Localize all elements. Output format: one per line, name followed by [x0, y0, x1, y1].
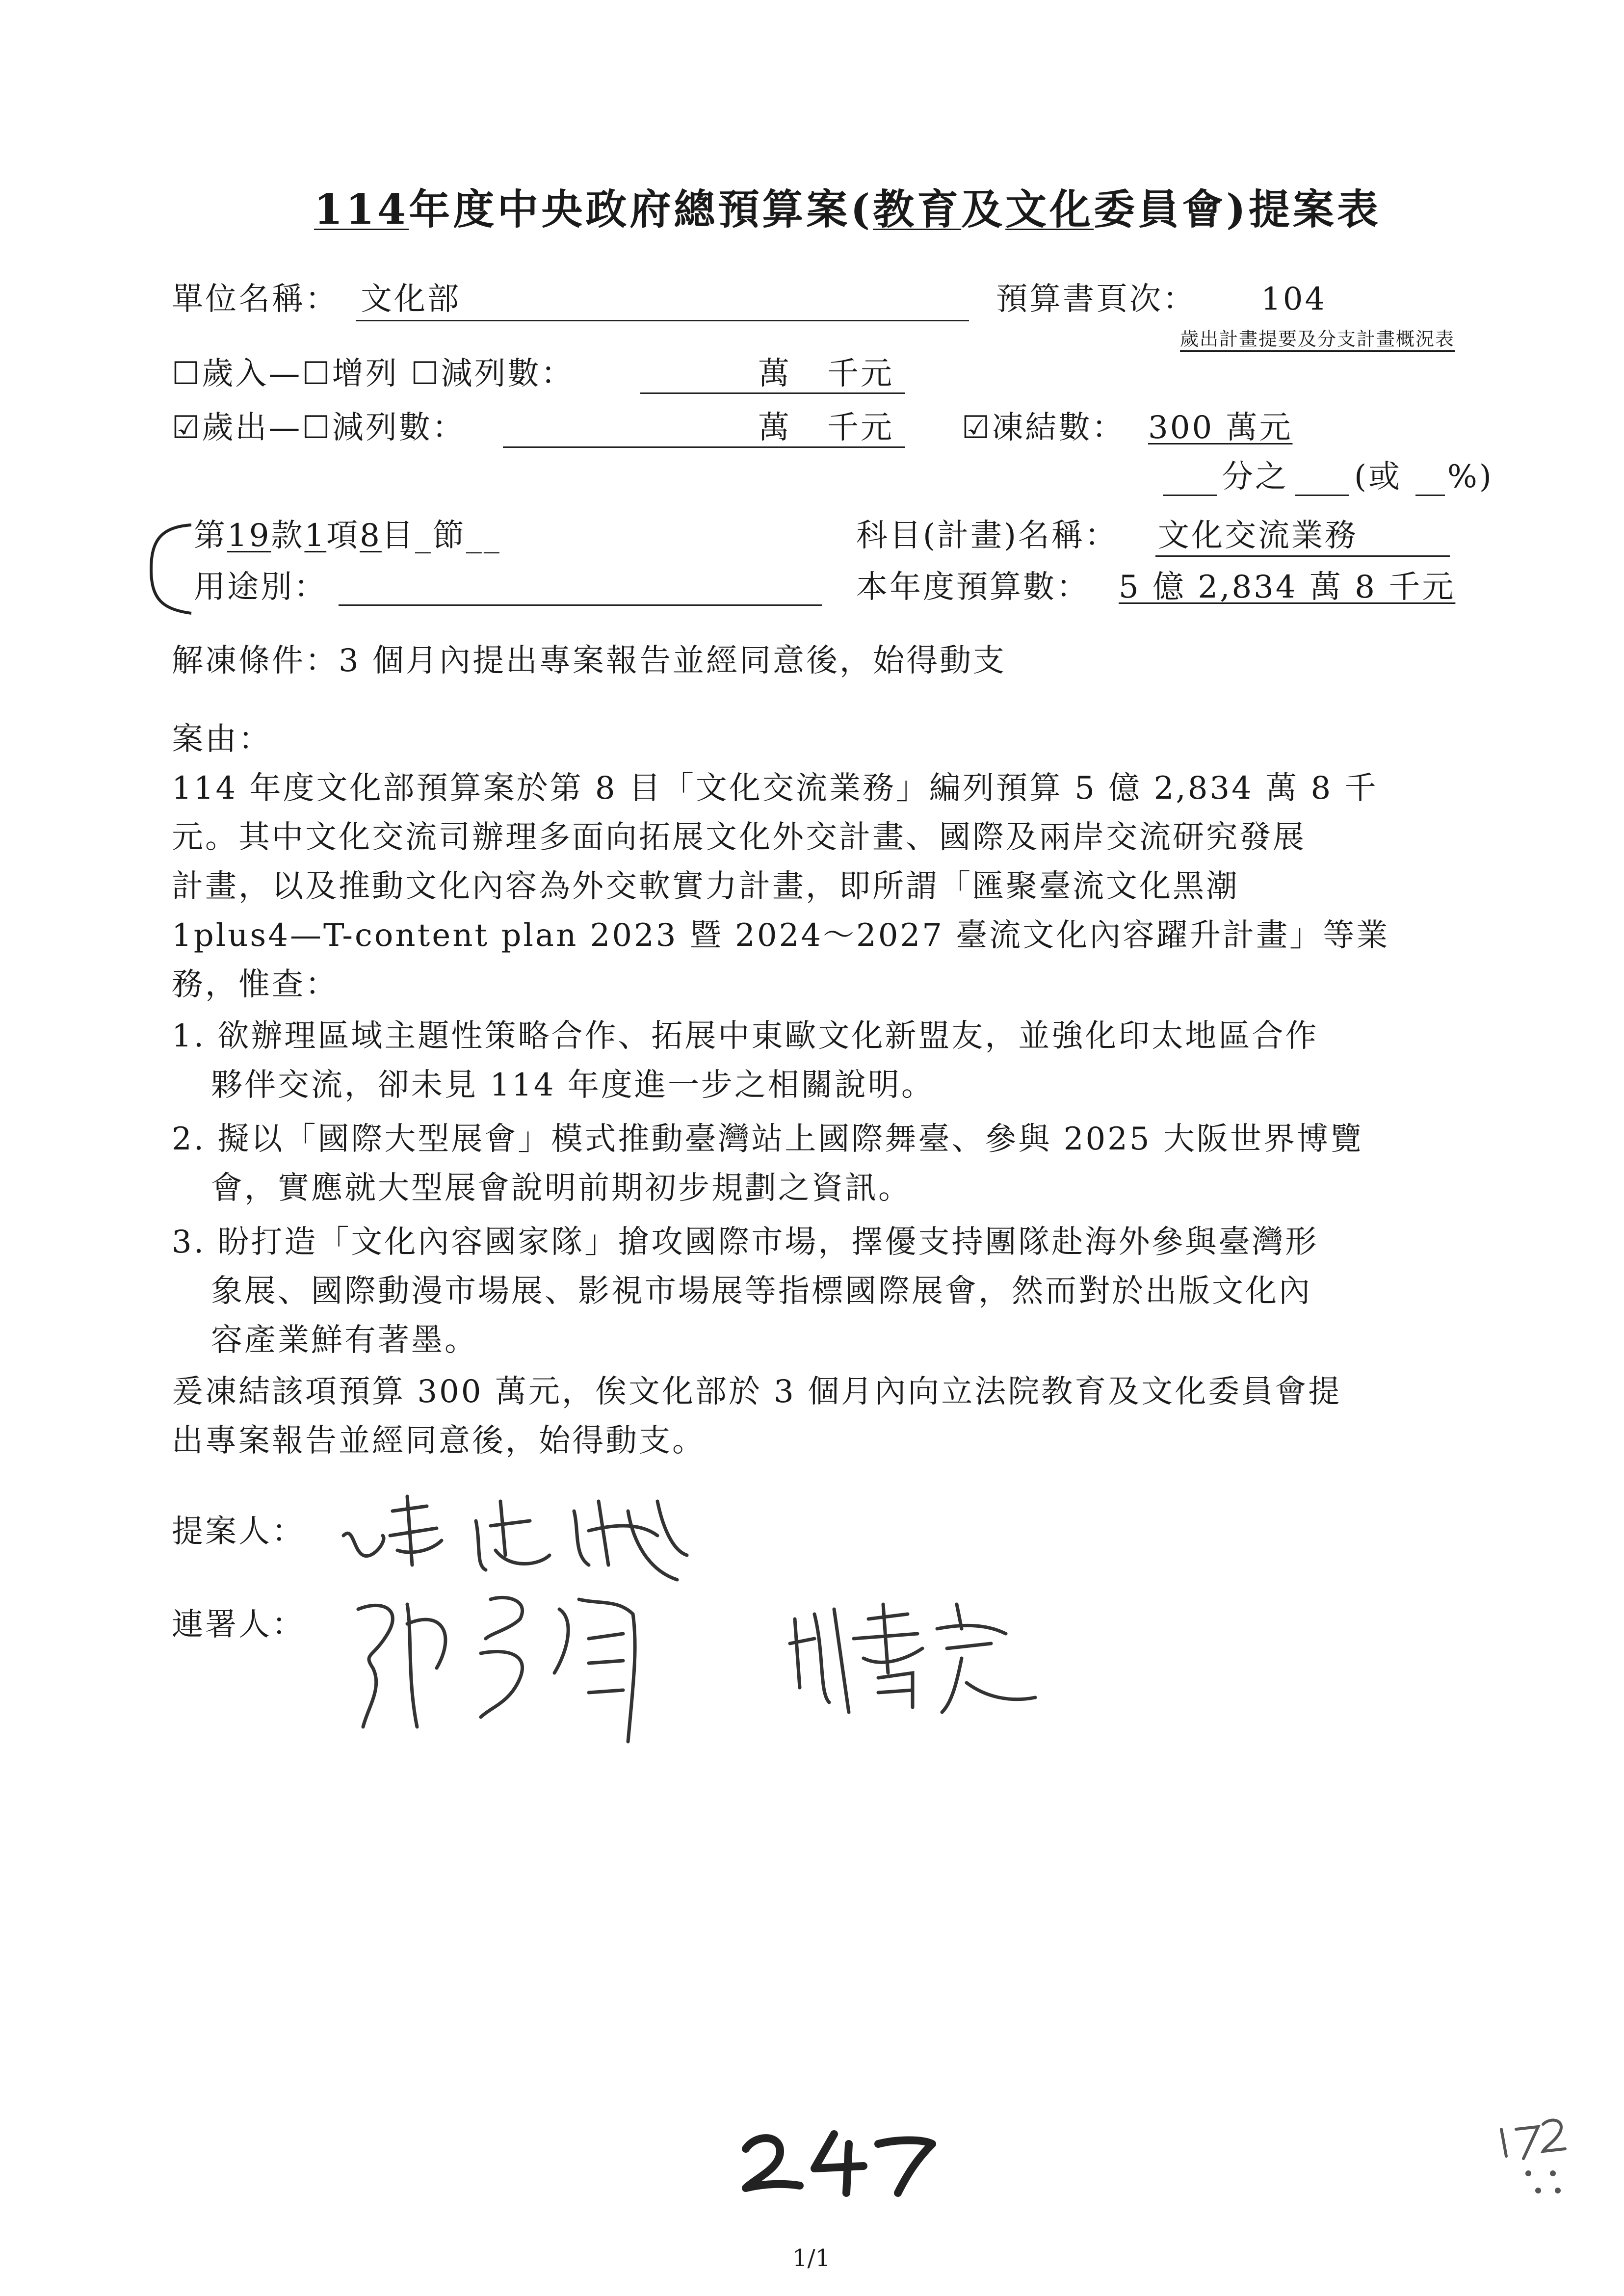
- page-number: 1/1: [792, 2244, 831, 2272]
- unit-label: 單位名稱：: [172, 281, 339, 317]
- use-underline: [339, 604, 822, 606]
- page-note: 歲出計畫提要及分支計畫概況表: [1180, 328, 1455, 350]
- reason-label: 案由：: [172, 721, 272, 757]
- ratio-blank-2: [1295, 495, 1349, 496]
- ratio-fraction-label: 分之: [1222, 459, 1288, 495]
- reason-line: 務，惟查：: [172, 966, 339, 1003]
- cosigner-label: 連署人：: [172, 1607, 305, 1643]
- page-title: [314, 177, 1381, 236]
- title-committee-join: 及: [961, 185, 1006, 234]
- bracket-mark: [142, 520, 201, 618]
- title-part: 年度中央政府總預算案(: [409, 185, 873, 234]
- point-1-line-2: 夥伴交流，卻未見 114 年度進一步之相關說明。: [211, 1067, 935, 1103]
- item-di: 第: [194, 518, 227, 554]
- point-2-line-1: 2. 擬以「國際大型展會」模式推動臺灣站上國際舞臺、參與 2025 大阪世界博覽: [172, 1121, 1363, 1157]
- freeze-label: ☑凍結數：: [962, 410, 1126, 446]
- reason-line: 114 年度文化部預算案於第 8 目「文化交流業務」編列預算 5 億 2,834 萬 8 千: [172, 770, 1378, 807]
- handwritten-number: [736, 2114, 942, 2198]
- subject-value: 文化交流業務: [1158, 518, 1358, 554]
- revenue-line: ☐歲入—☐增列 ☐減列數：: [172, 356, 575, 392]
- reason-line: 計畫，以及推動文化內容為外交軟實力計畫，即所謂「匯聚臺流文化黑潮: [172, 868, 1239, 905]
- point-3-line-3: 容產業鮮有著墨。: [211, 1322, 478, 1358]
- handwritten-number-text: [785, 2129, 786, 2130]
- title-suffix: 委員會)提案表: [1094, 185, 1381, 234]
- reason-line: 元。其中文化交流司辦理多面向拓展文化外交計畫、國際及兩岸交流研究發展: [172, 819, 1306, 856]
- unfreeze-condition: 解凍條件：3 個月內提出專案報告並經同意後，始得動支: [172, 643, 1007, 679]
- proposer-signature: [334, 1482, 707, 1594]
- revenue-underline: [640, 392, 905, 394]
- corner-number-text: [1501, 2119, 1502, 2120]
- item-xiang: 1: [304, 518, 327, 554]
- ratio-or-label: (或: [1354, 459, 1402, 495]
- item-line: [194, 518, 501, 554]
- point-1-line-1: 1. 欲辦理區域主題性策略合作、拓展中東歐文化新盟友，並強化印太地區合作: [172, 1018, 1319, 1054]
- page-value: 104: [1261, 281, 1327, 317]
- expenditure-units: 萬 千元: [758, 410, 894, 446]
- subject-label: 科目(計畫)名稱：: [856, 518, 1118, 554]
- item-xiang-label: 項: [326, 518, 360, 554]
- title-year: 114: [314, 185, 409, 234]
- corner-number: [1492, 2110, 1580, 2198]
- unit-value: 文化部: [361, 281, 461, 317]
- subject-underline: [1155, 555, 1450, 557]
- item-kuan: 19: [227, 518, 271, 554]
- expenditure-underline: [503, 446, 905, 448]
- point-3-line-2: 象展、國際動漫市場展、影視市場展等指標國際展會，然而對於出版文化內: [211, 1273, 1312, 1309]
- budget-value: 5 億 2,834 萬 8 千元: [1119, 569, 1456, 605]
- ratio-percent-label: %): [1447, 459, 1493, 495]
- unit-underline: [356, 320, 969, 321]
- expenditure-line: ☑歲出—☐減列數：: [172, 410, 466, 446]
- title-committee-2: 文化: [1005, 185, 1094, 234]
- point-2-line-2: 會，實應就大型展會說明前期初步規劃之資訊。: [211, 1170, 912, 1206]
- ratio-blank-3: [1415, 495, 1445, 496]
- cosigner-signature-2: [780, 1585, 1074, 1732]
- budget-label: 本年度預算數：: [856, 569, 1090, 605]
- proposer-label: 提案人：: [172, 1513, 305, 1550]
- conclusion-line-1: 爰凍結該項預算 300 萬元，俟文化部於 3 個月內向立法院教育及文化委員會提: [172, 1374, 1342, 1410]
- conclusion-line-2: 出專案報告並經同意後，始得動支。: [172, 1423, 706, 1459]
- revenue-units: 萬 千元: [758, 356, 894, 392]
- ratio-blank-1: [1163, 495, 1217, 496]
- use-label: 用途別：: [194, 569, 327, 605]
- title-committee-1: 教育: [873, 185, 962, 234]
- reason-line: 1plus4—T-content plan 2023 暨 2024～2027 臺流文化內容躍升計畫」等業: [172, 917, 1390, 954]
- point-3-line-1: 3. 盼打造「文化內容國家隊」搶攻國際市場，擇優支持團隊赴海外參與臺灣形: [172, 1224, 1319, 1260]
- item-mu-label: 目_節__: [381, 518, 501, 554]
- item-mu: 8: [360, 518, 382, 554]
- cosigner-signature-1: [343, 1580, 726, 1756]
- freeze-value: 300 萬元: [1148, 410, 1293, 446]
- item-kuan-label: 款: [271, 518, 305, 554]
- page-label: 預算書頁次：: [996, 281, 1196, 317]
